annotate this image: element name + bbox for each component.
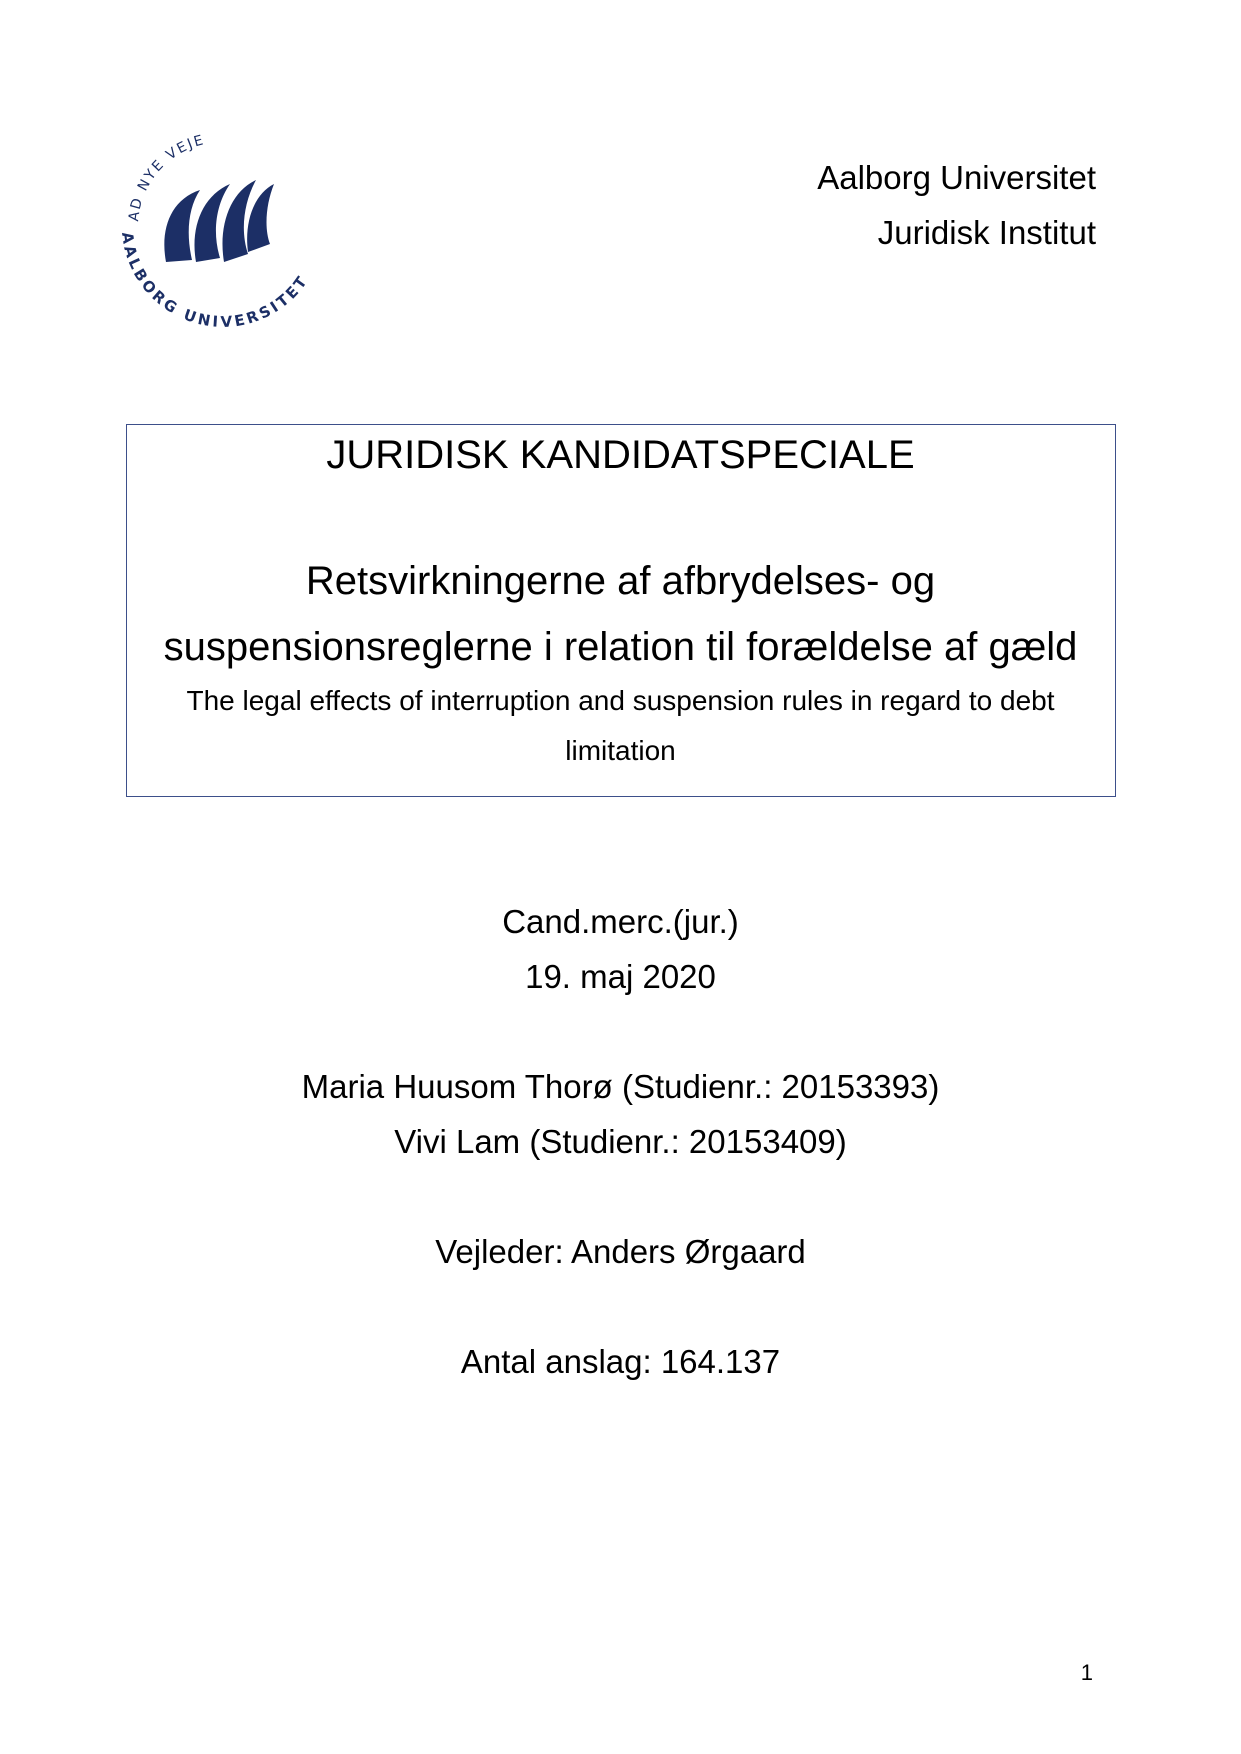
author-2: Vivi Lam (Studienr.: 20153409) — [394, 1123, 847, 1160]
danish-title-line-2: suspensionsreglerne i relation til forældelse af gæld — [163, 625, 1078, 669]
danish-title-line-1: Retsvirkningerne af afbrydelses- og — [305, 559, 936, 603]
thesis-kind: JURIDISK KANDIDATSPECIALE — [326, 433, 915, 477]
institution-header — [817, 150, 1096, 260]
degree-info — [0, 894, 1241, 1004]
danish-title — [0, 548, 1241, 680]
author-1: Maria Huusom Thorø (Studienr.: 20153393) — [301, 1068, 940, 1105]
character-count: Antal anslag: 164.137 — [460, 1343, 781, 1380]
page-number: 1 — [1080, 1660, 1093, 1685]
supervisor-block — [0, 1224, 1241, 1279]
authors — [0, 1059, 1241, 1169]
university-name: Aalborg Universitet — [817, 159, 1096, 196]
department-name: Juridisk Institut — [877, 214, 1096, 251]
svg-text:AD NYE VEJE: AD NYE VEJE — [126, 132, 207, 223]
degree-program: Cand.merc.(jur.) — [502, 903, 739, 940]
university-seal-icon — [108, 112, 338, 342]
english-title — [0, 676, 1241, 776]
english-title-line-2: limitation — [565, 735, 676, 766]
submission-date: 19. maj 2020 — [525, 958, 716, 995]
svg-text:AALBORG UNIVERSITET: AALBORG UNIVERSITET — [117, 230, 313, 332]
university-logo — [108, 112, 338, 342]
character-count-block — [0, 1334, 1241, 1389]
english-title-line-1: The legal effects of interruption and suspension rules in regard to debt — [186, 685, 1055, 716]
supervisor: Vejleder: Anders Ørgaard — [435, 1233, 806, 1270]
